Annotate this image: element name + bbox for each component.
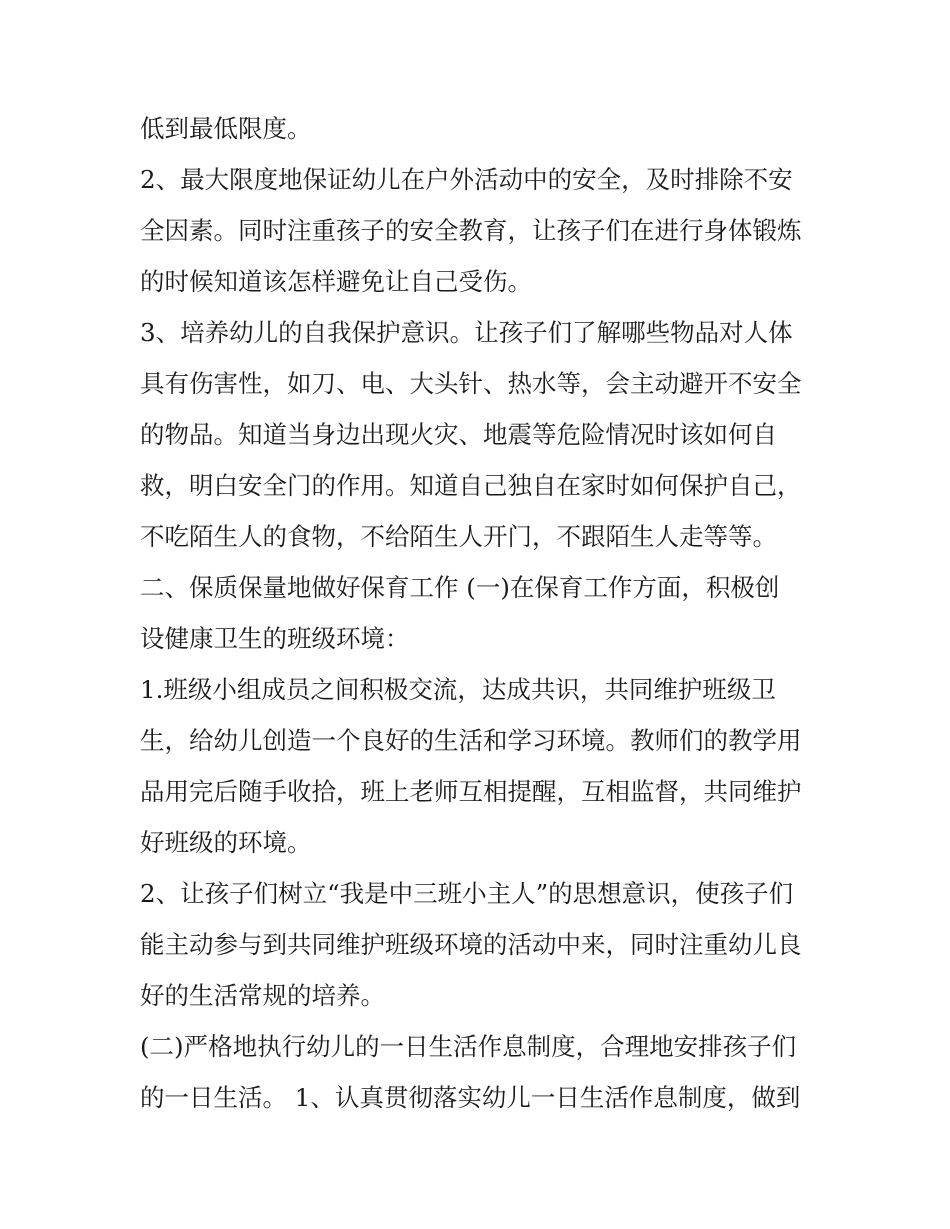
text-line: 品用完后随手收拾，班上老师互相提醒，互相监督，共同维护 (140, 777, 802, 806)
body-text (140, 103, 840, 1123)
text-line: 全因素。同时注重孩子的安全教育，让孩子们在进行身体锻炼 (140, 216, 802, 245)
text-line: 3、培养幼儿的自我保护意识。让孩子们了解哪些物品对人体 (140, 318, 793, 347)
text-line: 好班级的环境。 (140, 828, 312, 857)
section-heading-line: 二、保质保量地做好保育工作 (一)在保育工作方面，积极创 (140, 573, 780, 602)
text-line: 的一日生活。 1、认真贯彻落实幼儿一日生活作息制度，做到 (140, 1083, 801, 1112)
text-line: 好的生活常规的培养。 (140, 981, 385, 1010)
text-line: 的物品。知道当身边出现火灾、地震等危险情况时该如何自 (140, 420, 777, 449)
text-line: (二)严格地执行幼儿的一日生活作息制度，合理地安排孩子们 (140, 1032, 797, 1061)
text-line: 具有伤害性，如刀、电、大头针、热水等，会主动避开不安全 (140, 369, 802, 398)
text-line: 能主动参与到共同维护班级环境的活动中来，同时注重幼儿良 (140, 930, 802, 959)
text-line: 2、让孩子们树立“我是中三班小主人”的思想意识，使孩子们 (140, 879, 794, 908)
text-line: 救，明白安全门的作用。知道自己独自在家时如何保护自己， (140, 471, 802, 500)
text-line: 不吃陌生人的食物，不给陌生人开门，不跟陌生人走等等。 (140, 522, 777, 551)
text-line: 低到最低限度。 (140, 114, 312, 143)
text-line: 1.班级小组成员之间积极交流，达成共识，共同维护班级卫 (140, 675, 776, 704)
text-line: 设健康卫生的班级环境： (140, 624, 410, 653)
text-line: 2、最大限度地保证幼儿在户外活动中的安全，及时排除不安 (140, 165, 793, 194)
text-line: 生，给幼儿创造一个良好的生活和学习环境。教师们的教学用 (140, 726, 802, 755)
text-line: 的时候知道该怎样避免让自己受伤。 (140, 267, 532, 296)
